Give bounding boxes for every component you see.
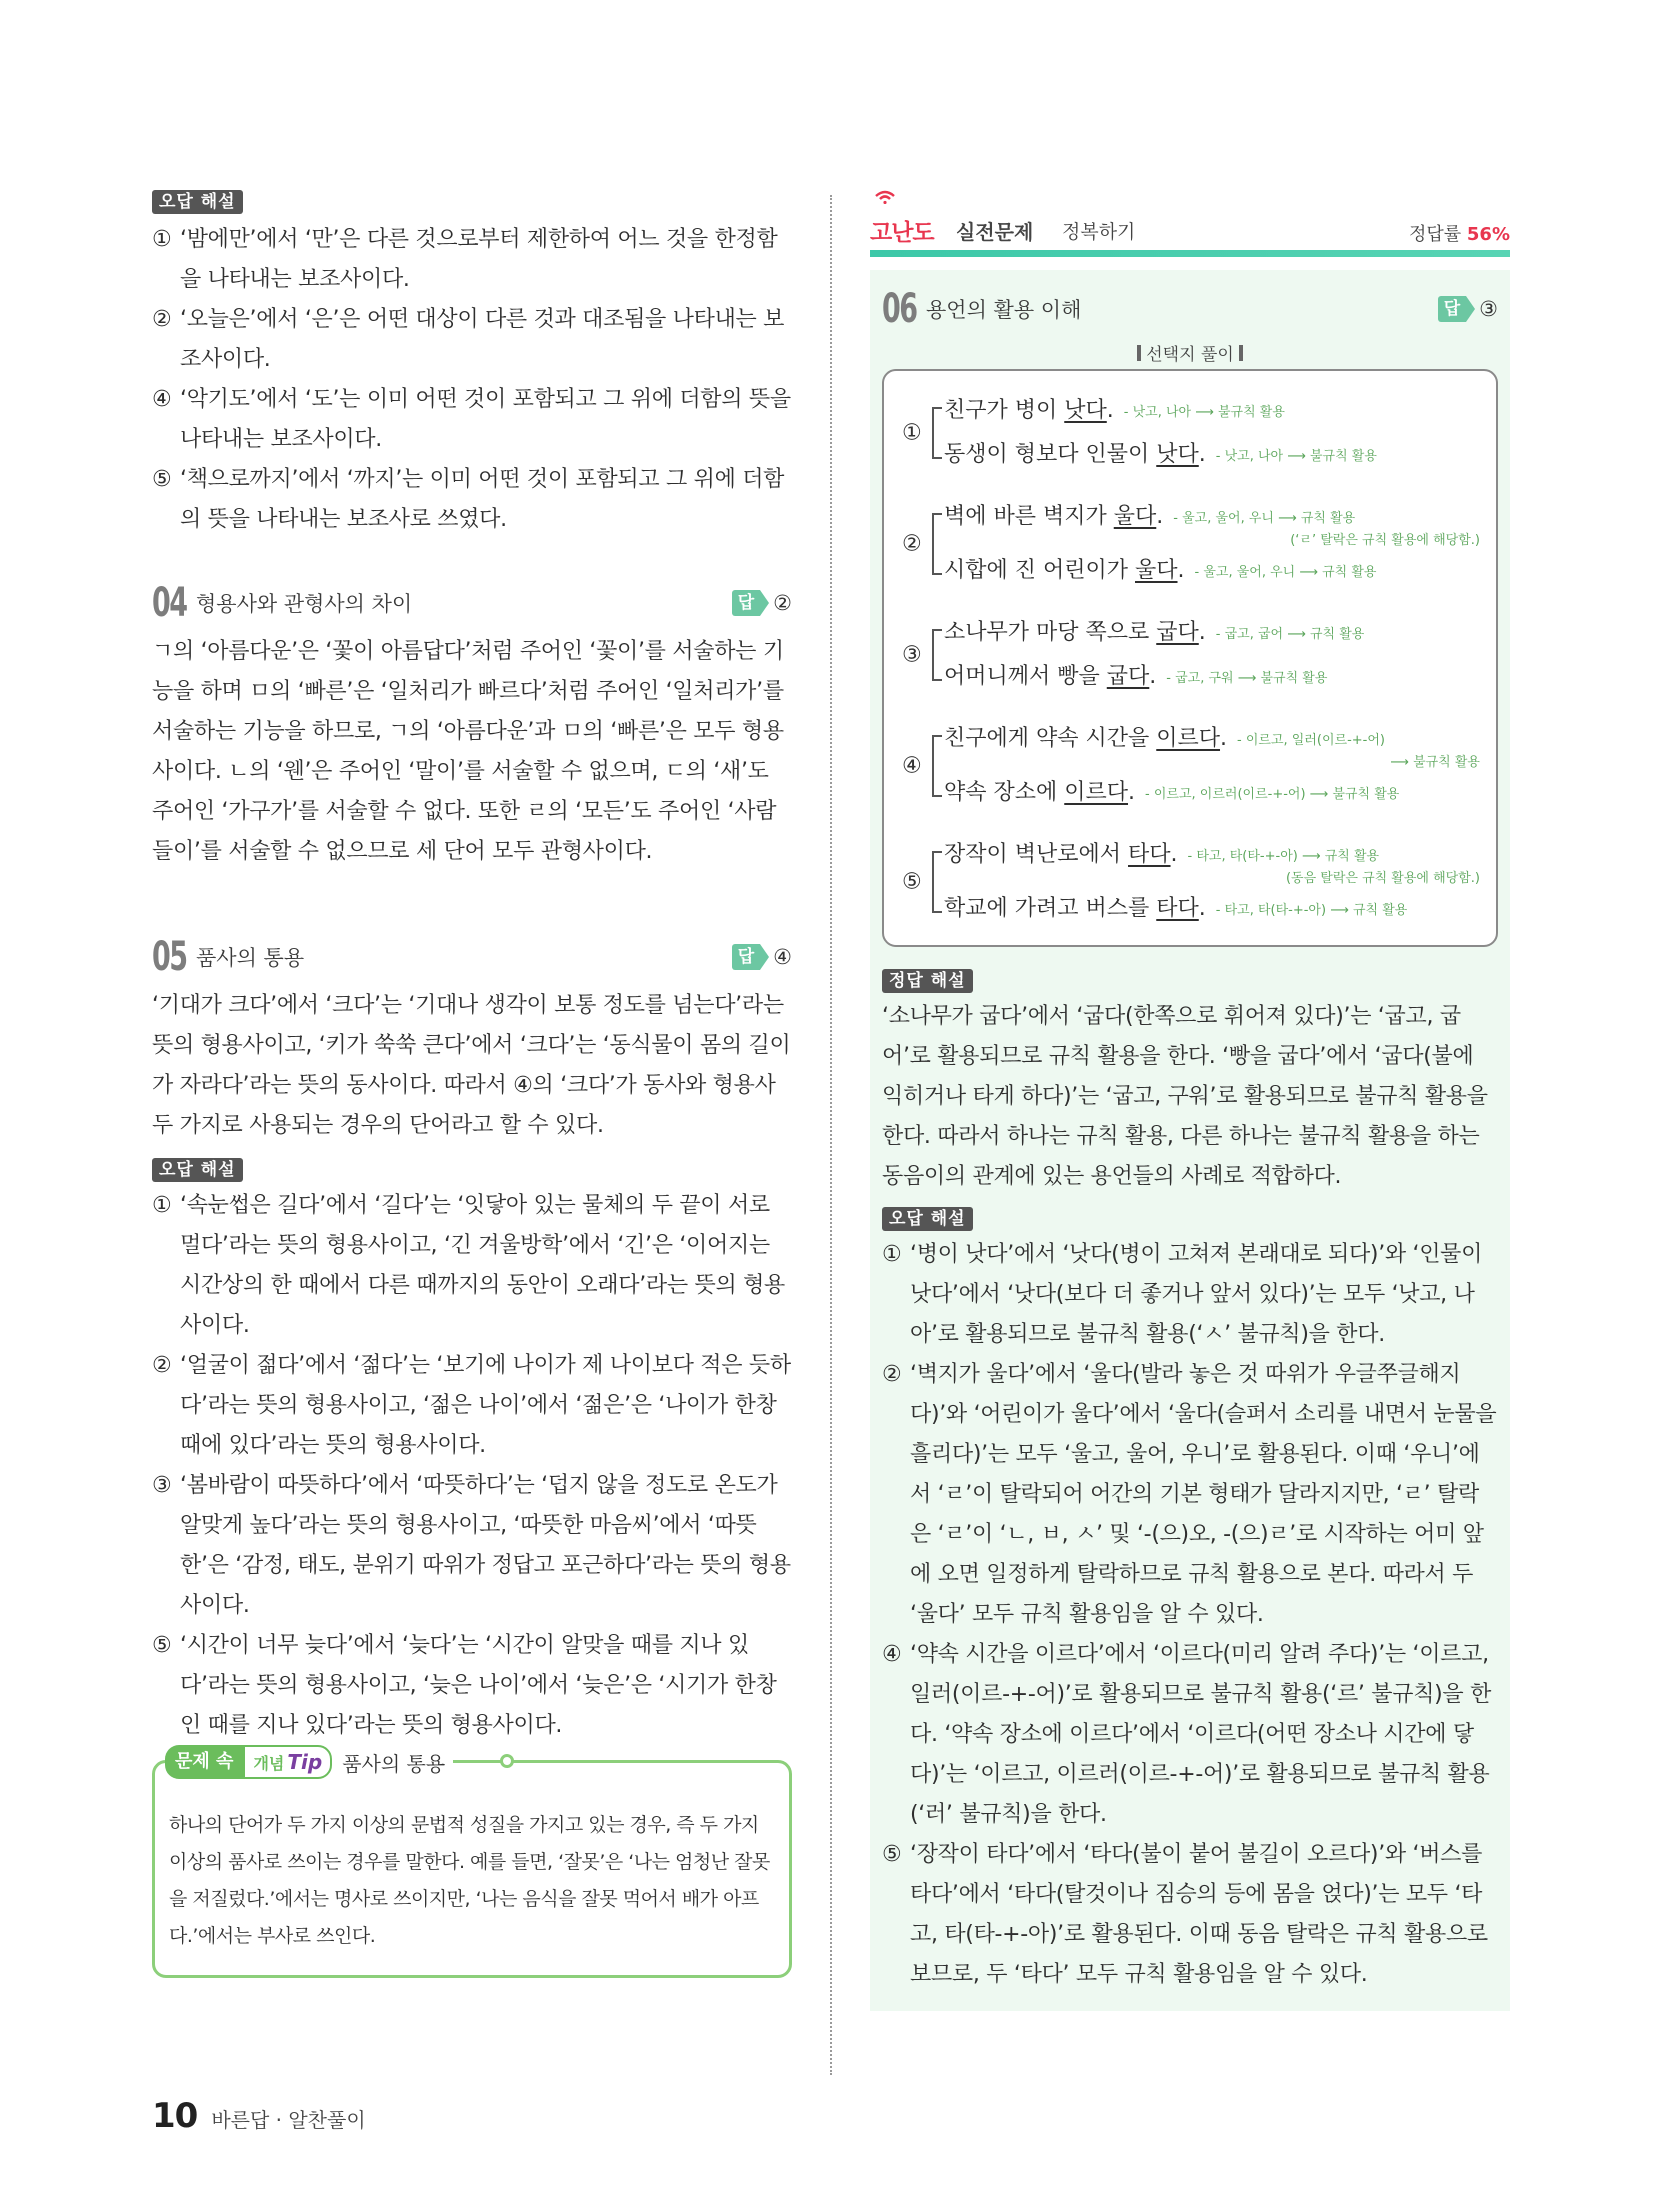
item-number: ①	[152, 227, 172, 252]
sentence-text: 어머니께서 빵을	[944, 664, 1107, 689]
item-text: ‘오늘은’에서 ‘은’은 어떤 대상이 다른 것과 대조됨을 나타내는 보조사이다.	[180, 307, 785, 372]
correct-explanation-text: ‘소나무가 굽다’에서 ‘굽다(한쪽으로 휘어져 있다)’는 ‘굽고, 굽어’로 활용되므로 규칙 활용을 한다. ‘빵을 굽다’에서 ‘굽다(불에 익히거나 타게 하다)’는 ‘굽고, 구워’로 활용되므로 불규칙 활용을 한다. 따라서 하나는 규칙 활용, 다른 하나는 불규칙 활용을 하는 동음이의 관계에 있는 용언들의 사례로 적합하다.	[882, 1004, 1488, 1189]
underlined-verb: 굽다	[1156, 620, 1199, 645]
sentence-text: 동생이 형보다 인물이	[944, 442, 1157, 467]
list-item	[882, 1835, 1498, 1995]
sentence-end: .	[1220, 726, 1228, 751]
conjugation-note: - 타고, 타(타-+-아) ⟶ 규칙 활용	[1215, 903, 1408, 918]
wrong-explanation-3	[882, 1207, 1498, 1995]
answer-label: 답	[732, 590, 760, 616]
question-number: 04	[152, 580, 187, 626]
wifi-icon	[874, 190, 896, 204]
sentence-text: 소나무가 마당 쪽으로	[944, 620, 1157, 645]
choice-number: ①	[902, 420, 922, 446]
answer-value: ②	[773, 591, 792, 615]
answer-label: 답	[1438, 296, 1466, 322]
choice-sentence	[944, 887, 1486, 931]
conjugation-note-extra: ⟶ 불규칙 활용	[1390, 755, 1480, 770]
question-04-header	[152, 578, 792, 628]
underlined-verb: 울다	[1135, 558, 1178, 583]
title-bar-right	[1239, 345, 1243, 361]
wrong-explanation-list-1	[152, 220, 792, 540]
list-item	[882, 1355, 1498, 1635]
section-header	[870, 190, 1510, 260]
sentence-text: 친구에게 약속 시간을	[944, 726, 1157, 751]
tip-badge-primary: 문제 속	[165, 1745, 243, 1779]
item-number: ②	[152, 307, 172, 332]
answer-badge	[732, 590, 792, 616]
item-text: ‘책으로까지’에서 ‘까지’는 이미 어떤 것이 포함되고 그 위에 더함의 뜻을 나타내는 보조사로 쓰였다.	[180, 467, 785, 532]
choice-sentence	[944, 611, 1486, 655]
choice-group	[894, 611, 1486, 699]
choice-number: ④	[902, 753, 922, 779]
item-text: ‘악기도’에서 ‘도’는 이미 어떤 것이 포함되고 그 위에 더함의 뜻을 나타내는 보조사이다.	[180, 387, 791, 452]
sentence-end: .	[1156, 504, 1164, 529]
item-number: ②	[152, 1353, 172, 1378]
page-label: 바른답 · 알찬풀이	[211, 2108, 366, 2132]
list-item	[152, 1626, 792, 1746]
question-title: 품사의 통용	[196, 946, 305, 970]
choice-number: ⑤	[902, 869, 922, 895]
bracket-icon	[932, 629, 942, 681]
underlined-verb: 낫다	[1064, 398, 1107, 423]
page-number: 10	[152, 2096, 198, 2136]
underlined-verb: 이르다	[1064, 780, 1129, 805]
tip-badge-tip-text: Tip	[287, 1750, 323, 1774]
question-06-header	[882, 284, 1498, 334]
conjugation-note-extra: (‘ㄹ’ 탈락은 규칙 활용에 해당함.)	[1290, 533, 1480, 548]
item-number: ④	[882, 1642, 902, 1667]
title-bar-left	[1137, 345, 1141, 361]
correct-explanation-tag: 정답 해설	[882, 969, 973, 993]
sentence-text: 약속 장소에	[944, 780, 1065, 805]
list-item	[152, 1466, 792, 1626]
underlined-verb: 이르다	[1156, 726, 1221, 751]
answer-value: ③	[1479, 297, 1498, 321]
list-item	[152, 1346, 792, 1466]
header-brand-caption: 정복하기	[1062, 221, 1136, 243]
concept-tip-box	[152, 1750, 792, 1978]
item-number: ⑤	[152, 1633, 172, 1658]
tip-title: 품사의 통용	[342, 1751, 446, 1776]
question-04-explanation: ㄱ의 ‘아름다운’은 ‘꽃이 아름답다’처럼 주어인 ‘꽃이’를 서술하는 기능을 하며 ㅁ의 ‘빠른’은 ‘일처리가 빠르다’처럼 주어인 ‘일처리가’를 서술하는 기능을 하므로, ㄱ의 ‘아름다운’과 ㅁ의 ‘빠른’은 모두 형용사이다. ㄴ의 ‘웬’은 주어인 ‘말이’를 서술할 수 없으며, ㄷ의 ‘새’도 주어인 ‘가구가’를 서술할 수 없다. 또한 ㄹ의 ‘모든’도 주어인 ‘사람들이’를 서술할 수 없으므로 세 단어 모두 관형사이다.	[152, 639, 784, 864]
question-06-panel	[870, 270, 1510, 2011]
choice-sentence	[944, 771, 1486, 815]
wrong-explanation-tag-1: 오답 해설	[152, 190, 243, 214]
page-footer	[152, 2096, 366, 2136]
choice-group	[894, 495, 1486, 593]
underlined-verb: 타다	[1156, 896, 1199, 921]
tip-badge-secondary	[243, 1745, 332, 1779]
item-number: ④	[152, 387, 172, 412]
item-text: ‘얼굴이 젊다’에서 ‘젊다’는 ‘보기에 나이가 제 나이보다 적은 듯하다’라는 뜻의 형용사이고, ‘젊은 나이’에서 ‘젊은’은 ‘나이가 한창때에 있다’라는 뜻의 형용사이다.	[180, 1353, 791, 1458]
answer-badge	[1438, 296, 1498, 322]
sentence-end: .	[1106, 398, 1114, 423]
sentence-text: 친구가 병이	[944, 398, 1065, 423]
item-text: ‘시간이 너무 늦다’에서 ‘늦다’는 ‘시간이 알맞을 때를 지나 있다’라는 뜻의 형용사이고, ‘늦은 나이’에서 ‘늦은’은 ‘시기가 한창인 때를 지나 있다’라는 뜻의 형용사이다.	[180, 1633, 777, 1738]
item-text: ‘밤에만’에서 ‘만’은 다른 것으로부터 제한하여 어느 것을 한정함을 나타내는 보조사이다.	[180, 227, 778, 292]
question-title: 형용사와 관형사의 차이	[196, 592, 413, 616]
conjugation-note: - 울고, 울어, 우니 ⟶ 규칙 활용	[1173, 511, 1356, 526]
item-number: ⑤	[882, 1842, 902, 1867]
list-item	[152, 460, 792, 540]
conjugation-note: - 타고, 타(타-+-아) ⟶ 규칙 활용	[1187, 849, 1380, 864]
list-item	[152, 1186, 792, 1346]
left-column	[152, 190, 792, 1746]
underlined-verb: 타다	[1128, 842, 1171, 867]
list-item	[152, 300, 792, 380]
correct-rate-value: 56%	[1466, 224, 1510, 245]
wrong-explanation-list-3	[882, 1235, 1498, 1995]
item-number: ①	[882, 1242, 902, 1267]
choice-group	[894, 833, 1486, 931]
correct-rate	[1409, 220, 1510, 246]
sentence-text: 학교에 가려고 버스를	[944, 896, 1157, 921]
item-number: ③	[152, 1473, 172, 1498]
item-text: ‘봄바람이 따뜻하다’에서 ‘따뜻하다’는 ‘덥지 않을 정도로 온도가 알맞게 높다’라는 뜻의 형용사이고, ‘따뜻한 마음씨’에서 ‘따뜻한’은 ‘감정, 태도, 분위기 따위가 정답고 포근하다’라는 뜻의 형용사이다.	[180, 1473, 791, 1618]
choice-review-label: 선택지 풀이	[1146, 345, 1234, 365]
item-number: ②	[882, 1362, 902, 1387]
bracket-icon	[932, 851, 942, 913]
item-text: ‘병이 낫다’에서 ‘낫다(병이 고쳐져 본래대로 되다)’와 ‘인물이 낫다’에서 ‘낫다(보다 더 좋거나 앞서 있다)’는 모두 ‘낫고, 나아’로 활용되므로 불규칙 활용(‘ㅅ’ 불규칙)을 한다.	[910, 1242, 1483, 1347]
column-divider	[830, 195, 832, 2075]
wrong-explanation-tag-2: 오답 해설	[152, 1158, 243, 1182]
wrong-explanation-tag-3: 오답 해설	[882, 1207, 973, 1231]
answer-value: ④	[773, 945, 792, 969]
tip-divider	[495, 1760, 765, 1763]
conjugation-note: - 낫고, 나아 ⟶ 불규칙 활용	[1123, 405, 1285, 420]
item-text: ‘장작이 타다’에서 ‘타다(불이 붙어 불길이 오르다)’와 ‘버스를 타다’에서 ‘타다(탈것이나 짐승의 등에 몸을 얹다)’는 모두 ‘타고, 타(타-+-아)’로 활용된다. 이때 동음 탈락은 규칙 활용으로 보므로, 두 ‘타다’ 모두 규칙 활용임을 알 수 있다.	[910, 1842, 1488, 1987]
choice-group	[894, 389, 1486, 477]
tip-header	[165, 1745, 453, 1779]
conjugation-note: - 굽고, 구워 ⟶ 불규칙 활용	[1166, 671, 1328, 686]
sentence-text: 장작이 벽난로에서	[944, 842, 1129, 867]
conjugation-note: - 이르고, 일러(이르-+-어)	[1237, 733, 1385, 748]
item-number: ①	[152, 1193, 172, 1218]
choice-sentence	[944, 655, 1486, 699]
question-05-header	[152, 932, 792, 982]
header-brand-subtitle: 실전문제	[956, 220, 1034, 244]
question-number: 06	[882, 286, 917, 332]
conjugation-note-extra: (동음 탈락은 규칙 활용에 해당함.)	[1285, 871, 1480, 886]
answer-arrow-icon	[1466, 296, 1475, 322]
choice-group	[894, 717, 1486, 815]
header-brand: 고난도	[870, 220, 934, 246]
sentence-end: .	[1149, 664, 1157, 689]
conjugation-note: - 울고, 울어, 우니 ⟶ 규칙 활용	[1194, 565, 1377, 580]
choice-sentence	[944, 433, 1486, 477]
choice-review-box	[882, 369, 1498, 947]
choice-sentence	[944, 389, 1486, 433]
item-text: ‘약속 시간을 이르다’에서 ‘이르다(미리 알려 주다)’는 ‘이르고, 일러(이르-+-어)’로 활용되므로 불규칙 활용(‘르’ 불규칙)을 한다. ‘약속 장소에 이르다’에서 ‘이르다(어떤 장소나 시간에 닿다)’는 ‘이르고, 이르러(이르-+-어)’로 활용되므로 불규칙 활용(‘러’ 불규칙)을 한다.	[910, 1642, 1492, 1827]
item-text: ‘벽지가 울다’에서 ‘울다(발라 놓은 것 따위가 우글쭈글해지다)’와 ‘어린이가 울다’에서 ‘울다(슬퍼서 소리를 내면서 눈물을 흘리다)’는 모두 ‘울고, 울어, 우니’로 활용된다. 이때 ‘우니’에서 ‘ㄹ’이 탈락되어 어간의 기본 형태가 달라지지만, ‘ㄹ’ 탈락은 ‘ㄹ’이 ‘ㄴ, ㅂ, ㅅ’ 및 ‘-(으)오, -(으)ㄹ’로 시작하는 어미 앞에 오면 일정하게 탈락하므로 규칙 활용으로 본다. 따라서 두 ‘울다’ 모두 규칙 활용임을 알 수 있다.	[910, 1362, 1497, 1627]
sentence-text: 벽에 바른 벽지가	[944, 504, 1114, 529]
choice-number: ②	[902, 531, 922, 557]
choice-review-title	[882, 340, 1498, 365]
list-item	[882, 1235, 1498, 1355]
underlined-verb: 낫다	[1156, 442, 1199, 467]
list-item	[152, 380, 792, 460]
tip-dot-icon	[500, 1754, 514, 1768]
conjugation-note: - 낫고, 나아 ⟶ 불규칙 활용	[1215, 449, 1377, 464]
list-item	[882, 1635, 1498, 1835]
right-column	[870, 190, 1510, 2011]
sentence-end: .	[1170, 842, 1178, 867]
correct-rate-label: 정답률	[1409, 224, 1462, 245]
sentence-end: .	[1198, 442, 1206, 467]
sentence-text: 시합에 진 어린이가	[944, 558, 1135, 583]
underlined-verb: 굽다	[1106, 664, 1150, 689]
wrong-explanation-list-2	[152, 1186, 792, 1746]
question-number: 05	[152, 934, 187, 980]
answer-arrow-icon	[760, 590, 769, 616]
sentence-end: .	[1198, 896, 1206, 921]
question-title: 용언의 활용 이해	[926, 298, 1082, 322]
bracket-icon	[932, 513, 942, 575]
choice-number: ③	[902, 642, 922, 668]
answer-label: 답	[732, 944, 760, 970]
item-number: ⑤	[152, 467, 172, 492]
choice-sentence	[944, 549, 1486, 593]
conjugation-note: - 굽고, 굽어 ⟶ 규칙 활용	[1215, 627, 1365, 642]
underlined-verb: 울다	[1113, 504, 1157, 529]
header-bar	[870, 250, 1510, 257]
bracket-icon	[932, 735, 942, 797]
bracket-icon	[932, 407, 942, 459]
question-05-explanation: ‘기대가 크다’에서 ‘크다’는 ‘기대나 생각이 보통 정도를 넘는다’라는 뜻의 형용사이고, ‘키가 쑥쑥 큰다’에서 ‘크다’는 ‘동식물이 몸의 길이가 자라다’라는 뜻의 동사이다. 따라서 ④의 ‘크다’가 동사와 형용사 두 가지로 사용되는 경우의 단어라고 할 수 있다.	[152, 993, 791, 1138]
tip-text: 하나의 단어가 두 가지 이상의 문법적 성질을 가지고 있는 경우, 즉 두 가지 이상의 품사로 쓰이는 경우를 말한다. 예를 들면, ‘잘못’은 ‘나는 엄청난 잘못을 저질렀다.’에서는 명사로 쓰이지만, ‘나는 음식을 잘못 먹어서 배가 아프다.’에서는 부사로 쓰인다.	[169, 1814, 770, 1947]
tip-badge-secondary-text: 개념	[253, 1754, 285, 1773]
item-text: ‘속눈썹은 길다’에서 ‘길다’는 ‘잇닿아 있는 물체의 두 끝이 서로 멀다’라는 뜻의 형용사이고, ‘긴 겨울방학’에서 ‘긴’은 ‘이어지는 시간상의 한 때에서 다른 때까지의 동안이 오래다’라는 뜻의 형용사이다.	[180, 1193, 785, 1338]
conjugation-note: - 이르고, 이르러(이르-+-어) ⟶ 불규칙 활용	[1145, 787, 1400, 802]
answer-arrow-icon	[760, 944, 769, 970]
list-item	[152, 220, 792, 300]
answer-badge	[732, 944, 792, 970]
correct-explanation	[882, 969, 1498, 1197]
sentence-end: .	[1128, 780, 1136, 805]
sentence-end: .	[1177, 558, 1185, 583]
sentence-end: .	[1198, 620, 1206, 645]
